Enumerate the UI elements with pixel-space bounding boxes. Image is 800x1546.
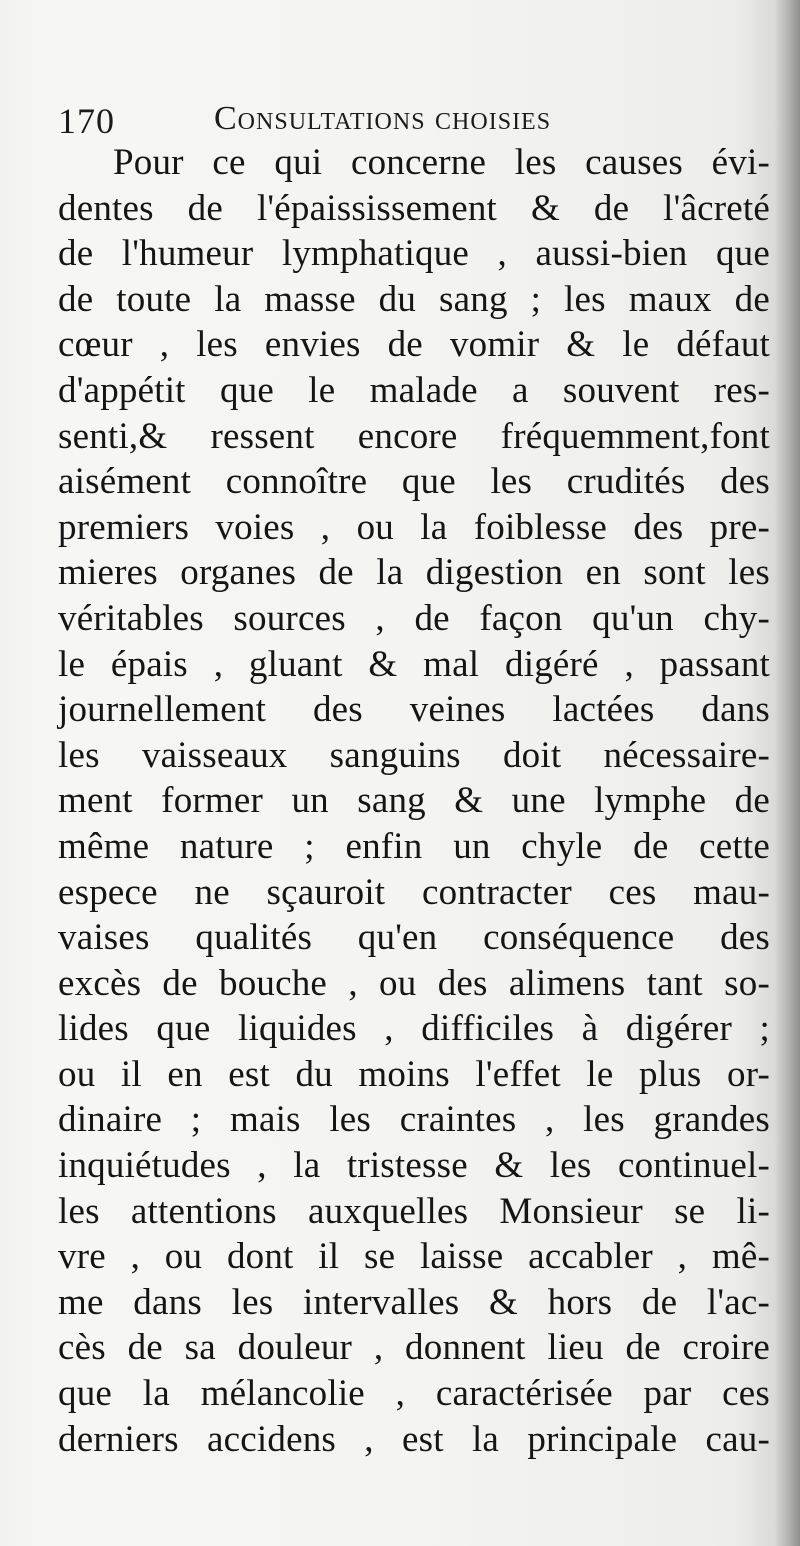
text-line: véritables sources , de façon qu'un chy- xyxy=(58,597,770,639)
text-line: cœur , les envies de vomir & le défaut xyxy=(58,324,770,366)
page-number: 170 xyxy=(58,101,115,141)
running-title: Consultations choisies xyxy=(214,100,552,137)
text-line: les attentions auxquelles Monsieur se li- xyxy=(58,1190,770,1232)
text-line: me dans les intervalles & hors de l'ac- xyxy=(58,1281,770,1323)
text-line: espece ne sçauroit contracter ces mau- xyxy=(58,871,770,913)
page-edge-shadow xyxy=(774,0,800,1546)
text-line: mieres organes de la digestion en sont les xyxy=(58,552,770,594)
text-line: le épais , gluant & mal digéré , passant xyxy=(58,643,770,685)
text-line: excès de bouche , ou des alimens tant so- xyxy=(58,962,770,1004)
text-line: inquiétudes , la tristesse & les continuel- xyxy=(58,1145,770,1187)
text-line: dentes de l'épaississement & de l'âcreté xyxy=(58,187,770,229)
text-line: dinaire ; mais les craintes , les grandes xyxy=(58,1099,770,1141)
text-line: Pour ce qui concerne les causes évi- xyxy=(113,142,770,183)
text-line: cès de sa douleur , donnent lieu de croire xyxy=(58,1327,770,1369)
text-line: journellement des veines lactées dans xyxy=(58,689,770,731)
text-line: premiers voies , ou la foiblesse des pre- xyxy=(58,506,770,548)
text-line: aisément connoître que les crudités des xyxy=(58,461,770,503)
text-line: que la mélancolie , caractérisée par ces xyxy=(58,1373,770,1415)
text-line: derniers accidens , est la principale cau- xyxy=(58,1418,770,1460)
text-line: même nature ; enfin un chyle de cette xyxy=(58,825,770,867)
text-line: senti,& ressent encore fréquemment,font xyxy=(58,415,770,457)
text-line: vre , ou dont il se laisse accabler , mê- xyxy=(58,1236,770,1278)
body-text xyxy=(58,140,770,1462)
text-line: de toute la masse du sang ; les maux de xyxy=(58,278,770,320)
text-line: vaises qualités qu'en conséquence des xyxy=(58,917,770,959)
text-line: ou il en est du moins l'effet le plus or- xyxy=(58,1053,770,1095)
text-line: d'appétit que le malade a souvent res- xyxy=(58,369,770,411)
text-line: lides que liquides , difficiles à digérer ; xyxy=(58,1008,770,1050)
text-line: ment former un sang & une lymphe de xyxy=(58,780,770,822)
text-line: les vaisseaux sanguins doit nécessaire- xyxy=(58,734,770,776)
text-line: de l'humeur lymphatique , aussi-bien que xyxy=(58,233,770,275)
